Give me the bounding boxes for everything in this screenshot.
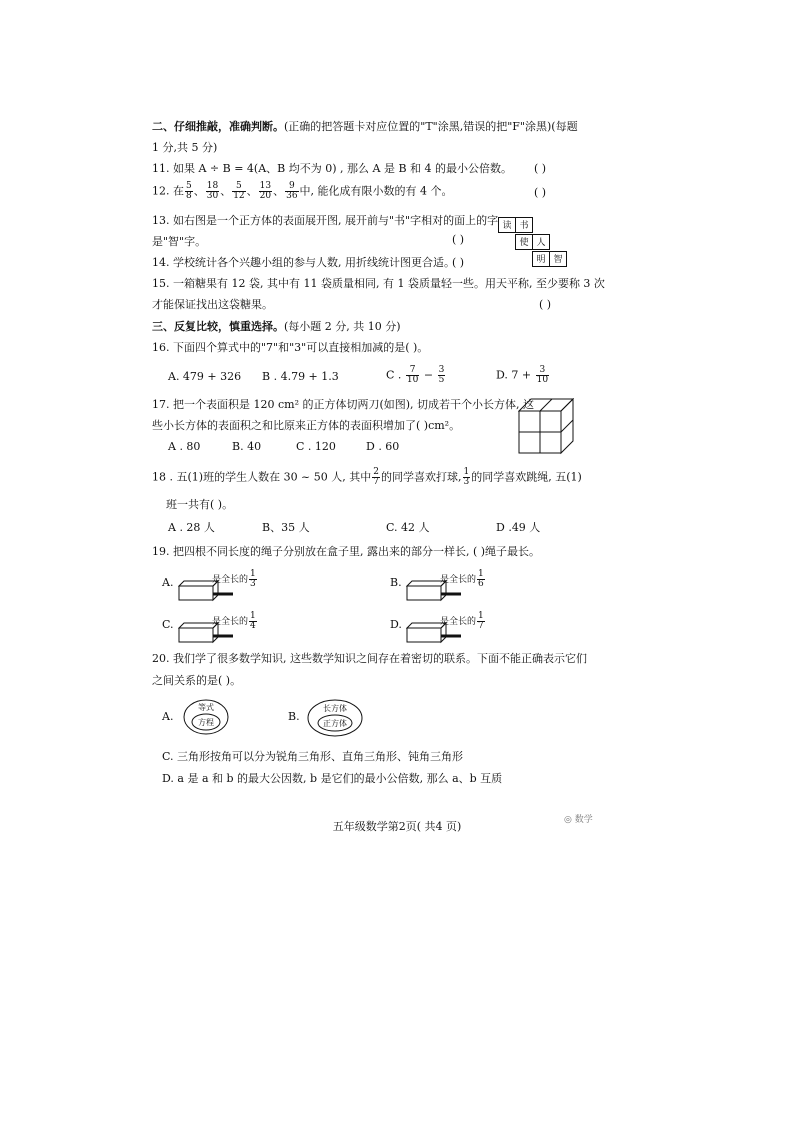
section-2-instructions: (正确的把答题卡对应位置的"T"涂黑,错误的把"F"涂黑)(每题 — [284, 120, 578, 133]
question-13-line-2: 是"智"字。 — [152, 235, 207, 248]
cut-cube-figure — [518, 398, 574, 456]
fraction-1-3: $\frac{1}{3}$ — [463, 467, 470, 487]
option-20-d[interactable]: D. a 是 a 和 b 的最大公因数, b 是它们的最小公倍数, 那么 a、b 互质 — [162, 772, 503, 785]
answer-paren-12[interactable]: ( ) — [534, 186, 547, 199]
net-cell-ren: 人 — [532, 234, 550, 250]
option-20-a[interactable]: A. 等式 方程 — [162, 698, 262, 738]
option-16-c[interactable]: C . $\frac{7}{10}$ − $\frac{3}{5}$ — [386, 365, 445, 385]
net-cell-shu: 书 — [515, 217, 533, 233]
question-12: 12. 在 $\frac{5}{8}$ 、 $\frac{18}{30}$ 、 $\frac{5}{12}$ 、 $\frac{13}{20}$ 、 $\frac{9}{36}$ 中, 能化成有限小数的有 4 个。 — [152, 181, 453, 201]
question-15-line-1: 15. 一箱糖果有 12 袋, 其中有 11 袋质量相同, 有 1 袋质量轻一些。用天平称, 至少要称 3 次 — [152, 277, 605, 290]
section-3-note: (每小题 2 分, 共 10 分) — [284, 320, 401, 333]
option-18-d[interactable]: D .49 人 — [496, 521, 541, 534]
fraction-9-36: $\frac{9}{36}$ — [286, 181, 298, 201]
option-16-b[interactable]: B . 4.79 + 1.3 — [262, 370, 339, 383]
question-19: 19. 把四根不同长度的绳子分别放在盒子里, 露出来的部分一样长, ( )绳子最长。 — [152, 545, 541, 558]
question-20-line-2: 之间关系的是( )。 — [152, 674, 242, 687]
fraction-7-10: $\frac{7}{10}$ — [406, 365, 419, 385]
option-16-d[interactable]: D. 7 + $\frac{3}{10}$ — [496, 365, 549, 385]
fraction-2-7: $\frac{2}{7}$ — [373, 467, 379, 487]
question-14: 14. 学校统计各个兴趣小组的参与人数, 用折线统计图更合适。 — [152, 256, 455, 269]
question-16: 16. 下面四个算式中的"7"和"3"可以直接相加减的是( )。 — [152, 341, 429, 354]
net-cell-shi: 使 — [515, 234, 533, 250]
question-12-prefix: 12. 在 — [152, 184, 184, 198]
answer-paren-15[interactable]: ( ) — [539, 298, 552, 311]
net-cell-ming: 明 — [532, 251, 550, 267]
fraction-5-8: $\frac{5}{8}$ — [186, 181, 192, 201]
fraction-5-12: $\frac{5}{12}$ — [233, 181, 245, 201]
option-17-c[interactable]: C . 120 — [296, 440, 336, 453]
option-17-a[interactable]: A . 80 — [168, 440, 201, 453]
fraction-13-20: $\frac{13}{20}$ — [259, 181, 272, 201]
question-18-line-2: 班一共有( )。 — [166, 498, 234, 511]
fraction-3-10: $\frac{3}{10}$ — [536, 365, 549, 385]
cube-net-figure — [498, 214, 582, 272]
option-17-d[interactable]: D . 60 — [366, 440, 400, 453]
section-2-title: 二、仔细推敲，准确判断。 — [152, 120, 284, 133]
page-footer: 五年级数学第2页( 共4 页) — [332, 820, 462, 833]
venn-a-outer-label: 等式 — [198, 703, 214, 712]
fraction-18-30: $\frac{18}{30}$ — [206, 181, 219, 201]
question-17-line-1: 17. 把一个表面积是 120 cm² 的正方体切两刀(如图), 切成若干个小长方体, 这 — [152, 398, 535, 411]
option-18-c[interactable]: C. 42 人 — [386, 521, 430, 534]
option-17-b[interactable]: B. 40 — [232, 440, 262, 453]
section-3-header — [152, 320, 401, 334]
venn-b-inner-label: 正方体 — [323, 719, 347, 728]
venn-a-inner-label: 方程 — [198, 718, 214, 727]
option-19-c[interactable]: C. 是全长的 $\frac{1}{4}$ — [162, 612, 292, 646]
answer-paren-14[interactable]: ( ) — [452, 256, 465, 269]
question-20-line-1: 20. 我们学了很多数学知识, 这些数学知识之间存在着密切的联系。下面不能正确表示它们 — [152, 652, 587, 665]
section-3-title: 三、反复比较，慎重选择。 — [152, 320, 284, 333]
question-18-line-1: 18 . 五(1)班的学生人数在 30 ~ 50 人, 其中 $\frac{2}{7}$ 的同学喜欢打球, $\frac{1}{3}$ 的同学喜欢跳绳, 五(1) — [152, 467, 582, 487]
option-20-c[interactable]: C. 三角形按角可以分为锐角三角形、直角三角形、钝角三角形 — [162, 750, 464, 763]
question-11: 11. 如果 A ÷ B = 4(A、B 均不为 0) , 那么 A 是 B 和 4 的最小公倍数。 — [152, 162, 513, 175]
option-19-d[interactable]: D. 是全长的 $\frac{1}{7}$ — [390, 612, 520, 646]
question-15-line-2: 才能保证找出这袋糖果。 — [152, 298, 273, 311]
question-17-line-2: 些小长方体的表面积之和比原来正方体的表面积增加了( )cm²。 — [152, 419, 461, 432]
option-20-b[interactable]: B. 长方体 正方体 — [288, 698, 398, 740]
section-2-instructions-cont: 1 分,共 5 分) — [152, 141, 218, 154]
option-18-b[interactable]: B、35 人 — [262, 521, 310, 534]
option-19-a[interactable]: A. 是全长的 $\frac{1}{3}$ — [162, 570, 292, 604]
option-18-a[interactable]: A . 28 人 — [168, 521, 215, 534]
net-cell-zhi: 智 — [549, 251, 567, 267]
net-cell-du: 读 — [498, 217, 516, 233]
fraction-3-5: $\frac{3}{5}$ — [438, 365, 445, 385]
option-16-a[interactable]: A. 479 + 326 — [168, 370, 242, 383]
question-13-line-1: 13. 如右图是一个正方体的表面展开图, 展开前与"书"字相对的面上的字 — [152, 214, 499, 227]
option-19-b[interactable]: B. 是全长的 $\frac{1}{6}$ — [390, 570, 520, 604]
section-2-header — [152, 120, 578, 134]
answer-paren-11[interactable]: ( ) — [534, 162, 547, 175]
answer-paren-13[interactable]: ( ) — [452, 233, 465, 246]
logo-icon: ◎ — [564, 815, 572, 825]
watermark-logo: ◎ 数学 — [564, 815, 593, 825]
question-12-suffix: 中, 能化成有限小数的有 4 个。 — [299, 184, 453, 198]
venn-b-outer-label: 长方体 — [323, 704, 347, 713]
